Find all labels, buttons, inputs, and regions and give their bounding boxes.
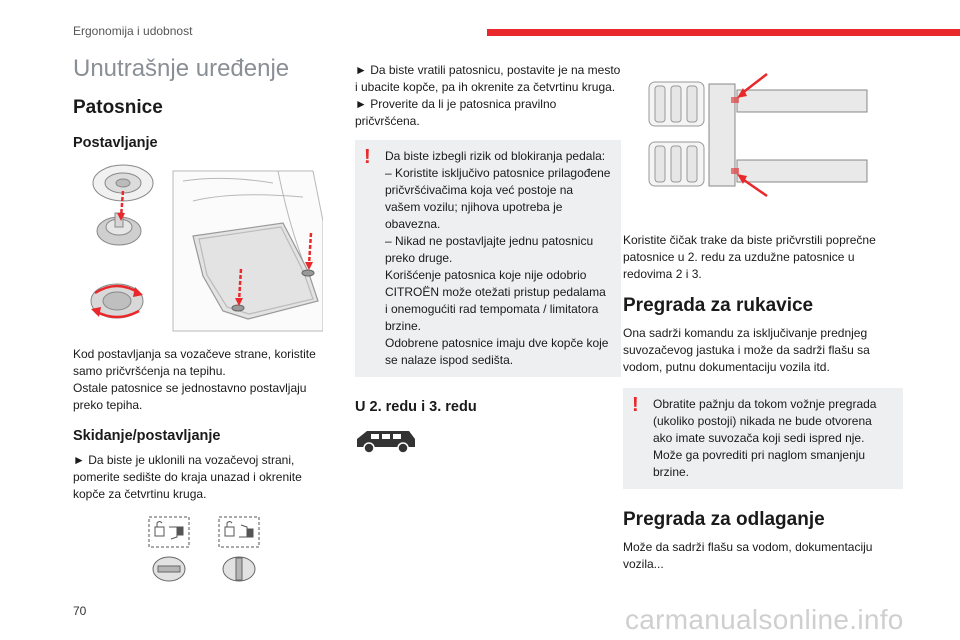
heading-postavljanje: Postavljanje [73,135,158,151]
warning-box-glovebox [623,388,903,489]
warning-line: – Koristite isključivo patosnice prilagođene pričvršćivačima koja već postoje na vašem vozilu; njihova upotreba je obavezna. [385,166,611,231]
warning-icon: ! [632,394,639,416]
vehicle-icon [355,427,621,455]
paragraph-check: ► Proverite da li je patosnica pravilno pričvršćena. [355,97,557,128]
clip-locked-icon [223,557,255,581]
paragraph-other-mats: Ostale patosnice se jednostavno postavljaju preko tepiha. [73,381,307,412]
heading-odlaganje: Pregrada za odlaganje [623,509,825,530]
clip-unlocked-icon [153,557,185,581]
section-label: Ergonomija i udobnost [73,24,193,38]
lock-icon [219,517,259,547]
heading-rukavice: Pregrada za rukavice [623,295,814,316]
paragraph-velcro: Koristite čičak trake da biste pričvrstili poprečne patosnice u 2. redu za uzdužne patosnice u redovima 2 i 3. [623,233,876,281]
column-2 [355,62,621,455]
warning-line: Korišćenje patosnica koje nije odobrio CITROËN može otežati pristup pedalama i onemogućiti rad tempomata / limitatora brzine. [385,268,606,333]
paragraph-removal: ► Da biste je uklonili na vozačevoj strani, pomerite sedište do kraja unazad i okrenite kopče za četvrtinu kruga. [73,453,302,501]
page-number: 70 [73,604,87,618]
page-title: Unutrašnje uređenje [73,55,290,82]
warning-line: – Nikad ne postavljajte jednu patosnicu preko druge. [385,234,594,265]
column-3 [623,70,903,573]
watermark: carmanualsonline.info [625,604,904,635]
seat-row-top [649,82,704,126]
heading-patosnice: Patosnice [73,97,163,118]
floor-mat-illustration [73,161,323,336]
heading-redovi: U 2. redu i 3. redu [355,399,477,415]
seat-row-bottom [649,142,704,186]
longitudinal-mat-bottom [737,160,867,182]
header-accent-bar [487,29,960,36]
warning-icon: ! [364,146,371,168]
paragraph-glovebox: Ona sadrži komandu za isključivanje prednjeg suvozačevog jastuka i može da sadrži flašu sa vodom, putnu dokumentaciju vozila itd. [623,326,870,374]
heading-skidanje: Skidanje/postavljanje [73,428,221,444]
paragraph-reinstall: ► Da biste vratili patosnicu, postavite je na mesto i ubacite kopče, pa ih okrenite za četvrtinu kruga. [355,63,621,94]
paragraph-storage: Može da sadrži flašu sa vodom, dokumentaciju vozila... [623,540,873,571]
longitudinal-mat-top [737,90,867,112]
unlock-icon [149,517,189,547]
warning-box-pedals [355,140,621,377]
warning-line: Odobrene patosnice imaju dve kopče koje se nalaze ispod sedišta. [385,336,609,367]
lock-icons-illustration [147,515,323,585]
warning-text: Obratite pažnju da tokom vožnje pregrada (ukoliko postoji) nikada ne bude otvorena ako imate suvozača koji sedi ispred nje. Može ga povrediti pri naglom smanjenju brzine. [653,397,877,479]
clip-top-icon [93,165,153,201]
paragraph-fastening: Kod postavljanja sa vozačeve strane, koristite samo pričvršćenja na tepihu. [73,347,316,378]
warning-line: Da biste izbegli rizik od blokiranja pedala: [385,149,606,163]
column-1 [73,55,323,585]
clip-middle-icon [97,213,141,245]
rear-mats-illustration [647,70,903,200]
